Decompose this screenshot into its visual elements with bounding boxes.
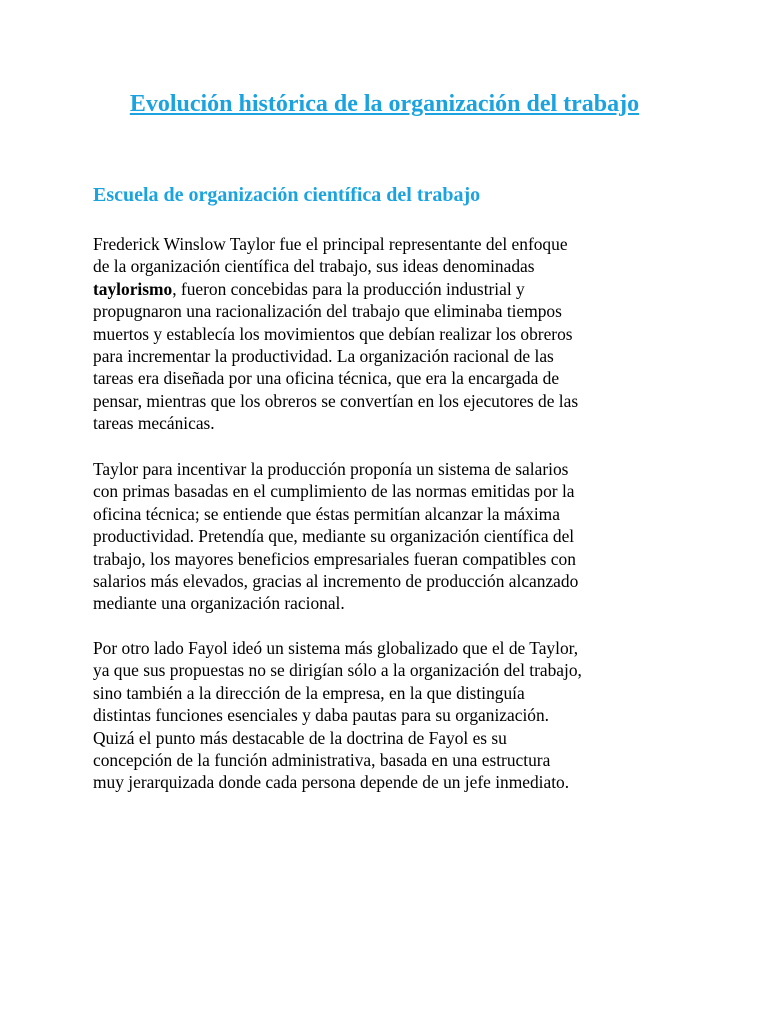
text-line: salarios más elevados, gracias al incremento de producción alcanzado — [93, 571, 579, 592]
text-line: con primas basadas en el cumplimiento de las normas emitidas por la — [93, 481, 575, 502]
text-line: tareas era diseñada por una oficina técnica, que era la encargada de — [93, 368, 560, 389]
paragraph-salaries — [93, 458, 693, 615]
text-line: de la organización científica del trabajo, sus ideas denominadas — [93, 256, 535, 277]
text-line: distintas funciones esenciales y daba pautas para su organización. — [93, 705, 550, 726]
text-line: concepción de la función administrativa, basada en una estructura — [93, 750, 551, 771]
text-line: Taylor para incentivar la producción proponía un sistema de salarios — [93, 459, 569, 479]
page-title: Evolución histórica de la organización del trabajo — [129, 91, 640, 117]
section-heading: Escuela de organización científica del trabajo — [93, 184, 481, 206]
text-line: oficina técnica; se entiende que éstas permitían alcanzar la máxima — [93, 503, 560, 524]
text-line: sino también a la dirección de la empresa, en la que distinguía — [93, 682, 525, 703]
text-line: muy jerarquizada donde cada persona depende de un jefe inmediato. — [93, 772, 570, 793]
bold-term: taylorismo — [93, 278, 173, 299]
text-line: propugnaron una racionalización del trabajo que eliminaba tiempos — [93, 301, 562, 322]
paragraph-fayol — [93, 637, 693, 794]
text-line: Por otro lado Fayol ideó un sistema más globalizado que el de Taylor, — [93, 638, 579, 658]
text-line: ya que sus propuestas no se dirigían sólo a la organización del trabajo, — [93, 660, 582, 681]
text-line: pensar, mientras que los obreros se convertían en los ejecutores de las — [93, 390, 579, 411]
text-line: muertos y establecía los movimientos que debían realizar los obreros — [93, 323, 573, 344]
text-line: trabajo, los mayores beneficios empresariales fueran compatibles con — [93, 548, 576, 569]
text-line: para incrementar la productividad. La organización racional de las — [93, 346, 554, 367]
text-line: productividad. Pretendía que, mediante su organización científica del — [93, 526, 575, 547]
text-line: mediante una organización racional. — [93, 593, 345, 614]
text-fragment: , fueron concebidas para la producción industrial y — [172, 278, 525, 299]
paragraph-taylor — [93, 233, 693, 435]
text-line: Frederick Winslow Taylor fue el principal representante del enfoque — [93, 234, 568, 254]
text-line: tareas mecánicas. — [93, 413, 215, 434]
text-line: Quizá el punto más destacable de la doctrina de Fayol es su — [93, 727, 507, 748]
text-line — [93, 278, 693, 300]
